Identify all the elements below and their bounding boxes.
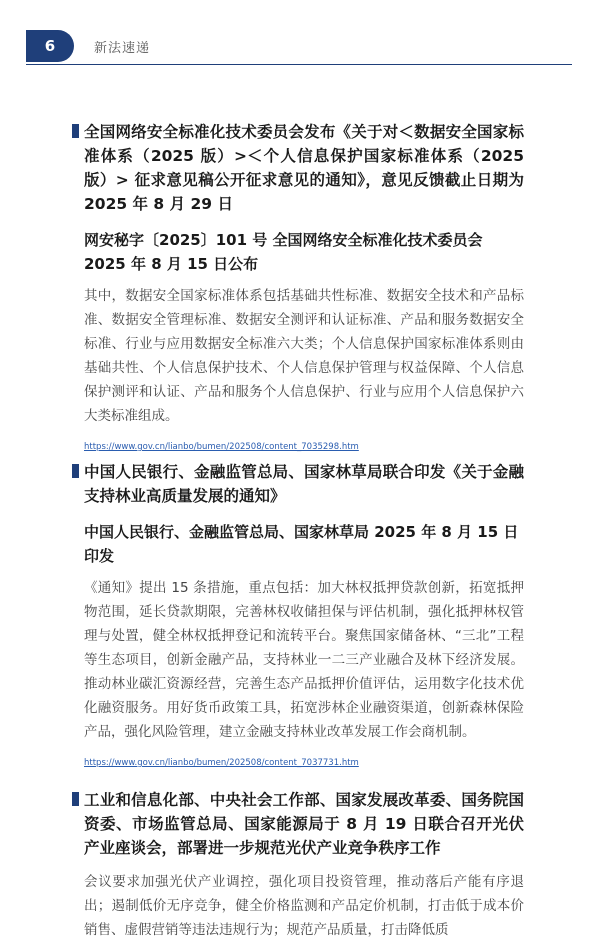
news-subtitle: 网安秘字〔2025〕101 号 全国网络安全标准化技术委员会 2025 年 8 月 15 日公布 [84, 231, 483, 273]
news-subtitle: 中国人民银行、金融监管总局、国家林草局 2025 年 8 月 15 日印发 [84, 523, 519, 565]
section-title: 新法速递 [94, 41, 151, 56]
title-marker-icon [72, 124, 79, 138]
news-item [84, 460, 524, 768]
news-body: 《通知》提出 15 条措施，重点包括：加大林权抵押贷款创新，拓宽抵押物范围，延长贷款期限，完善林权收储担保与评估机制，强化抵押林权管理与处置，健全林权抵押登记和流转平台。聚焦国家储备林、“三北”工程等生态项目，创新金融产品，支持林业一二三产业融合及林下经济发展。推动林业碳汇资源经营，完善生态产品抵押价值评估，运用数字化技术优化融资服务。用好货币政策工具，拓宽涉林企业融资渠道，创新森林保险产品，强化风险管理，建立金融支持林业改革发展工作会商机制。 [84, 580, 524, 740]
main-content [84, 120, 524, 942]
source-link[interactable]: https://www.gov.cn/lianbo/bumen/202508/content_7037731.htm [84, 758, 359, 768]
news-item [84, 788, 524, 942]
news-title: 全国网络安全标准化技术委员会发布《关于对＜数据安全国家标准体系（2025 版）>＜个人信息保护国家标准体系（2025 版）> 征求意见稿公开征求意见的通知》，意见反馈截止日期为 2025 年 8 月 29 日 [84, 123, 524, 213]
title-marker-icon [72, 792, 79, 806]
news-body: 会议要求加强光伏产业调控，强化项目投资管理，推动落后产能有序退出；遏制低价无序竞争，健全价格监测和产品定价机制，打击低于成本价销售、虚假营销等违法违规行为；规范产品质量，打击降低质 [84, 874, 524, 938]
news-title: 工业和信息化部、中央社会工作部、国家发展改革委、国务院国资委、市场监管总局、国家能源局于 8 月 19 日联合召开光伏产业座谈会，部署进一步规范光伏产业竞争秩序工作 [84, 791, 524, 857]
news-title: 中国人民银行、金融监管总局、国家林草局联合印发《关于金融支持林业高质量发展的通知》 [84, 463, 524, 505]
source-link[interactable]: https://www.gov.cn/lianbo/bumen/202508/content_7035298.htm [84, 442, 359, 452]
news-body: 其中，数据安全国家标准体系包括基础共性标准、数据安全技术和产品标准、数据安全管理标准、数据安全测评和认证标准、产品和服务数据安全标准、行业与应用数据安全标准六大类；个人信息保护国家标准体系则由基础共性、个人信息保护技术、个人信息保护管理与权益保障、个人信息保护测评和认证、产品和服务个人信息保护、行业与应用个人信息保护六大类标准组成。 [84, 288, 524, 424]
page-number-badge: 6 [26, 30, 74, 62]
news-item [84, 120, 524, 452]
header-divider [26, 64, 572, 65]
title-marker-icon [72, 464, 79, 478]
page-header [0, 30, 600, 66]
